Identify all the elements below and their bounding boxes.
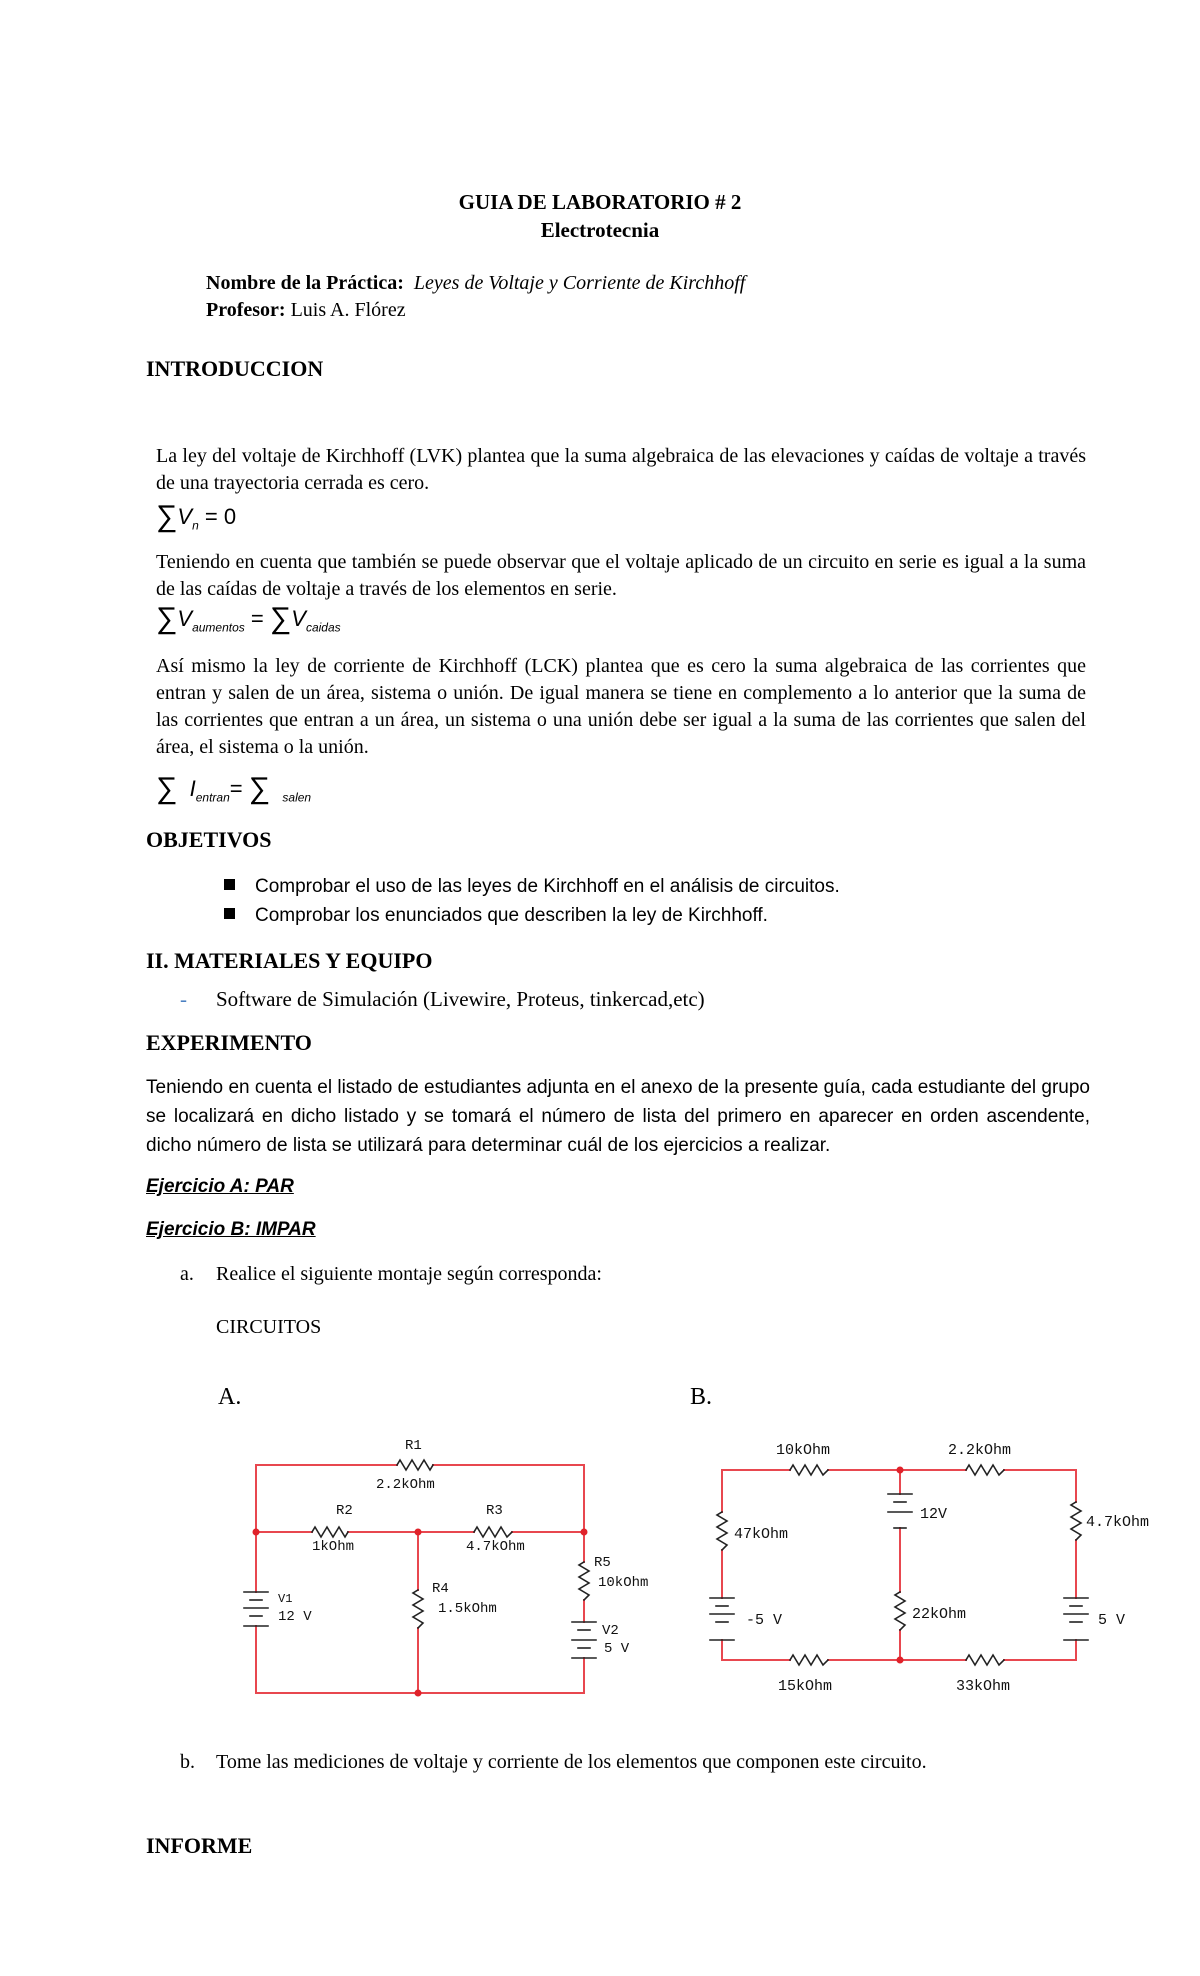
sigma-symbol: ∑ [156, 772, 178, 805]
resistor-15k-icon [790, 1655, 828, 1665]
v1-name: V1 [278, 1592, 293, 1606]
circuit-a-label: A. [218, 1384, 242, 1410]
sigma-symbol: ∑ [156, 500, 178, 533]
r2-name: R2 [336, 1503, 353, 1519]
r3-value: 4.7kOhm [466, 1539, 525, 1555]
resistor-4k7-icon [1071, 1502, 1081, 1540]
resistor-r2-icon [312, 1527, 348, 1537]
resistor-22k-icon [895, 1592, 905, 1630]
r4-value: 1.5kOhm [438, 1601, 497, 1617]
exercise-b-label: Ejercicio B: IMPAR [146, 1219, 316, 1240]
objective-text: Comprobar los enunciados que describen la ley de Kirchhoff. [255, 905, 768, 926]
objective-text: Comprobar el uso de las leyes de Kirchhoff en el análisis de circuitos. [255, 876, 840, 897]
intro-paragraph-1: La ley del voltaje de Kirchhoff (LVK) plantea que la suma algebraica de las elevaciones y caídas de voltaje a través de una trayectoria cerrada es cero. [156, 445, 1086, 494]
experiment-heading: EXPERIMENTO [146, 1030, 312, 1055]
v-right-value: 5 V [1098, 1612, 1126, 1629]
node-dot [253, 1529, 260, 1536]
resistor-r1-icon [397, 1460, 433, 1470]
circuit-a-wires [256, 1465, 584, 1693]
sigma-symbol: ∑ [156, 602, 178, 635]
experiment-paragraph: Teniendo en cuenta el listado de estudiantes adjunta en el anexo de la presente guía, cada estudiante del grupo se localizará en dicho listado y se tomará el número de lista del primero en aparecer en orden ascendente, dicho número de lista se utilizará para determinar cuál de los ejercicios a realizar. [146, 1077, 1090, 1156]
r-bot-left-value: 15kOhm [778, 1678, 833, 1695]
formula-var: V [177, 504, 193, 529]
resistor-r4-icon [413, 1590, 423, 1628]
v2-name: V2 [602, 1623, 619, 1639]
battery-v2-icon [572, 1622, 596, 1658]
r-mid-value: 22kOhm [912, 1606, 967, 1623]
battery-5v-icon [1064, 1598, 1088, 1640]
page-title: GUIA DE LABORATORIO # 2 [458, 190, 742, 214]
r-bot-right-value: 33kOhm [956, 1678, 1011, 1695]
circuit-b-label: B. [690, 1384, 713, 1410]
step-text: Tome las mediciones de voltaje y corriente de los elementos que componen este circuito. [216, 1751, 927, 1773]
professor-label: Profesor: [206, 299, 286, 321]
resistor-33k-icon [966, 1655, 1004, 1665]
exercise-a-label: Ejercicio A: PAR [146, 1176, 294, 1197]
resistor-2k2-icon [966, 1465, 1004, 1475]
step-marker: b. [180, 1751, 195, 1773]
step-marker: a. [180, 1263, 194, 1285]
node-dot [415, 1529, 422, 1536]
r5-value: 10kOhm [598, 1575, 649, 1591]
r5-name: R5 [594, 1555, 611, 1571]
dash-bullet: - [180, 987, 187, 1011]
intro-paragraph-2: Teniendo en cuenta que también se puede observar que el voltaje aplicado de un circuito en serie es igual a la suma de las caídas de voltaje a través de los elementos en serie. [156, 551, 1086, 600]
formula-eq: = [229, 776, 243, 801]
r1-name: R1 [405, 1438, 422, 1454]
formula-eq: = [250, 606, 264, 631]
formula-sub: n [192, 518, 199, 533]
step-b [180, 1751, 927, 1774]
r-right-value: 4.7kOhm [1086, 1514, 1150, 1531]
r4-name: R4 [432, 1581, 449, 1597]
r-top-right-value: 2.2kOhm [948, 1442, 1012, 1459]
v-mid-value: 12V [920, 1506, 948, 1523]
circuit-b [710, 1442, 1149, 1695]
report-heading: INFORME [146, 1833, 253, 1858]
professor-value: Luis A. Flórez [290, 299, 406, 321]
sigma-symbol: ∑ [269, 602, 292, 635]
materials-text: Software de Simulación (Livewire, Proteus, tinkercad,etc) [216, 987, 705, 1011]
v1-value: 12 V [278, 1609, 312, 1625]
r-left-value: 47kOhm [734, 1526, 789, 1543]
intro-heading: INTRODUCCION [146, 356, 324, 381]
step-text: Realice el siguiente montaje según corresponda: [216, 1263, 602, 1285]
node-dot [581, 1529, 588, 1536]
node-dot [897, 1467, 904, 1474]
node-dot [415, 1690, 422, 1697]
resistor-47k-icon [717, 1512, 727, 1550]
circuit-b-wires [722, 1470, 1076, 1660]
page-subtitle: Electrotecnia [540, 218, 660, 242]
intro-paragraph-3: Así mismo la ley de corriente de Kirchhoff (LCK) plantea que es cero la suma algebraica de las corrientes que entran y salen de un área, sistema o unión. De igual manera se tiene en complemento a lo anterior que la suma de las corrientes que entran a un área, un sistema o una unión debe ser igual a la suma de las corrientes que salen del área, el sistema o la unión. [156, 655, 1086, 758]
resistor-r5-icon [579, 1562, 589, 1600]
resistor-10k-icon [790, 1465, 828, 1475]
practice-value: Leyes de Voltaje y Corriente de Kirchhoff [413, 272, 746, 294]
formula-var: V [177, 606, 193, 631]
objectives-heading: OBJETIVOS [146, 827, 272, 852]
resistor-r3-icon [474, 1527, 512, 1537]
v2-value: 5 V [604, 1641, 630, 1657]
formula-sub-left: entran [195, 790, 230, 805]
formula-rhs: = 0 [204, 504, 237, 529]
circuits-label: CIRCUITOS [216, 1316, 322, 1338]
r2-value: 1kOhm [312, 1539, 355, 1555]
circuit-b-labels [734, 1442, 1149, 1695]
circuit-a [244, 1438, 648, 1697]
formula-sub-left: aumentos [192, 620, 245, 635]
battery-minus5v-icon [710, 1598, 734, 1640]
r-top-left-value: 10kOhm [776, 1442, 831, 1459]
formula-sub-right: salen [282, 790, 312, 805]
materials-heading: II. MATERIALES Y EQUIPO [146, 948, 433, 973]
sigma-symbol: ∑ [248, 772, 271, 805]
battery-12v-icon [888, 1494, 912, 1528]
formula-sub-right: caidas [305, 620, 341, 635]
battery-v1-icon [244, 1592, 268, 1626]
r3-name: R3 [486, 1503, 503, 1519]
formula-var: V [291, 606, 306, 631]
formula-var: I [189, 776, 196, 801]
node-dot [897, 1657, 904, 1664]
circuit-a-labels [278, 1438, 648, 1657]
practice-label: Nombre de la Práctica: [206, 272, 404, 294]
v-left-value: -5 V [746, 1612, 783, 1629]
r1-value: 2.2kOhm [376, 1477, 435, 1493]
